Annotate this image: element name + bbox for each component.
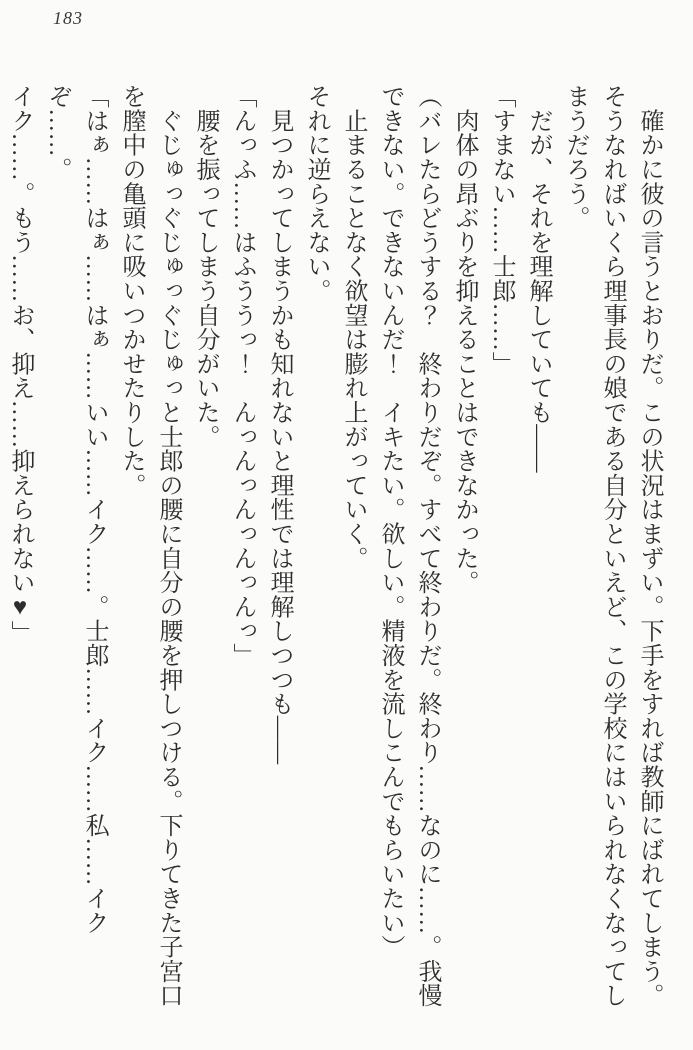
- text-line: だが、それを理解していても――: [525, 84, 551, 473]
- text-line: 「はぁ……はぁ……はぁ……いい……イク……。士郎……イク……私……イクぞ……。: [44, 84, 107, 935]
- text-line: 「すまない……士郎……」: [488, 84, 514, 376]
- text-line: を膣中の亀頭に吸いつかせたりした。: [118, 84, 144, 498]
- text-line: ぐじゅっぐじゅっぐじゅっと士郎の腰に自分の腰を押しつける。下りてきた子宮口: [155, 84, 181, 1008]
- text-line: できない。できないんだ！ イキたい。欲しい。精液を流しこんでもらいたい）: [377, 84, 403, 959]
- text-line: 止まることなく欲望は膨れ上がっていく。: [340, 84, 366, 570]
- text-line: イク……。もう……お、抑え……抑えられない♥」: [7, 84, 33, 645]
- text-line: 腰を振ってしまう自分がいた。: [192, 84, 218, 449]
- text-line: 見つかってしまうかも知れないと理性では理解しつつも――: [266, 84, 292, 765]
- text-line: 確かに彼の言うとおりだ。この状況はまずい。下手をすれば教師にばれてしまう。: [636, 84, 662, 1008]
- text-line: 肉体の昂ぶりを抑えることはできなかった。: [451, 84, 477, 595]
- text-line: そうなればいくら理事長の娘である自分といえど、この学校にはいられなくなってし: [599, 84, 625, 1008]
- text-line: まうだろう。: [562, 84, 588, 230]
- vertical-text-area: [7, 84, 667, 1026]
- text-line: それに逆らえない。: [303, 84, 329, 303]
- text-line: （バレたらどうする？ 終わりだぞ。すべて終わりだ。終わり……なのに……。我慢: [414, 84, 440, 1008]
- page-number: 183: [53, 8, 83, 28]
- text-line: 「んっふ……はふううっ！ んっんっんっんっんっ」: [229, 84, 255, 668]
